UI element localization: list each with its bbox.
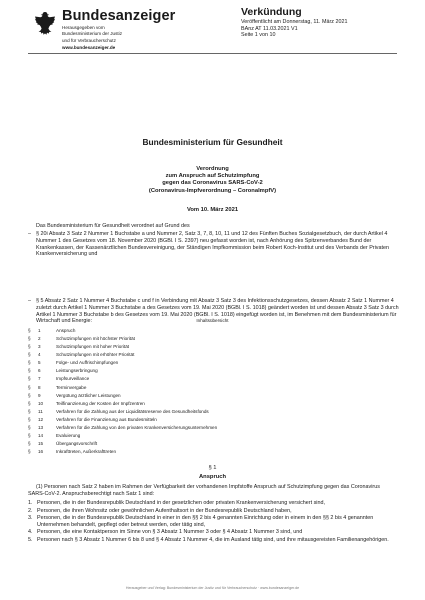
- toc-title: Anspruch: [56, 328, 76, 333]
- table-of-contents: [28, 327, 388, 456]
- toc-title: Folge- und Auffrischimpfungen: [56, 360, 119, 366]
- ministry-heading: Bundesministerium für Gesundheit: [142, 137, 283, 147]
- toc-section-sign: §: [28, 336, 31, 342]
- toc-section-sign: §: [28, 433, 31, 439]
- toc-title: Inkrafttreten, Außerkrafttreten: [56, 449, 117, 455]
- toc-title: Vergütung ärztlicher Leistungen: [56, 392, 121, 398]
- toc-row[interactable]: [28, 359, 388, 367]
- toc-title: Evaluierung: [56, 433, 81, 439]
- toc-title: Verfahren für die Finanzierung aus Bundesmitteln: [56, 416, 157, 422]
- regulation-date: Vom 10. März 2021: [186, 207, 239, 213]
- toc-section-sign: §: [28, 441, 31, 447]
- toc-row[interactable]: [28, 440, 388, 448]
- toc-section-sign: §: [28, 360, 31, 366]
- toc-row[interactable]: [28, 375, 388, 383]
- list-item-number: 3.: [28, 515, 33, 522]
- list-item: [28, 537, 397, 544]
- legal-basis-text: § 5 Absatz 2 Satz 1 Nummer 4 Buchstabe c und f in Verbindung mit Absatz 3 Satz 3 des Infektionsschutzgesetzes, dessen Absatz 2 Satz 1 Nummer 4 zuletzt durch Artikel 1 Nummer 3 Buchstabe a des Gesetzes vom 19. Mai 2020 (BGBl. I S. 1018) geändert worden ist und dessen Absatz 3 Satz 3 durch Artikel 1 Nummer 3 Buchstabe b des Gesetzes vom 19. Mai 2020 (BGBl. I S. 1018) eingefügt worden ist, im Benehmen mit dem Bundesministerium für Wirtschaft und Energie:: [36, 298, 399, 325]
- toc-row[interactable]: [28, 400, 388, 408]
- toc-number: 5: [38, 360, 41, 366]
- publisher-line: und für Verbraucherschutz: [62, 37, 116, 43]
- toc-number: 12: [38, 416, 44, 422]
- page-indicator: Seite 1 von 10: [241, 32, 276, 39]
- toc-number: 3: [38, 344, 41, 350]
- list-item: [28, 508, 397, 515]
- page-footer: Herausgeber und Verlag: Bundesministerium der Justiz und für Verbraucherschutz · www.bundesanzeiger.de: [125, 586, 300, 590]
- toc-number: 10: [38, 400, 44, 406]
- toc-title: Schutzimpfungen mit höchster Priorität: [56, 336, 135, 342]
- list-item-text: Personen, die eine Kontaktperson im Sinne von § 3 Absatz 1 Nummer 3 oder § 4 Absatz 1 Nummer 3 sind, und: [37, 529, 303, 536]
- toc-title: Terminvergabe: [56, 384, 87, 390]
- intro-paragraph: Das Bundesministerium für Gesundheit verordnet auf Grund des: [36, 223, 190, 229]
- title-line: gegen das Coronavirus SARS-CoV-2: [162, 180, 263, 187]
- publisher-line: Herausgegeben vom: [62, 25, 105, 30]
- toc-row[interactable]: [28, 335, 388, 343]
- toc-title: Schutzimpfungen mit hoher Priorität: [56, 344, 130, 350]
- toc-section-sign: §: [28, 352, 31, 358]
- toc-number: 2: [38, 336, 41, 342]
- toc-title: Verfahren für die Zahlung von den privaten Krankenversicherungsunternehmen: [56, 424, 218, 430]
- toc-row[interactable]: [28, 367, 388, 375]
- toc-section-sign: §: [28, 368, 31, 374]
- toc-number: 8: [38, 384, 41, 390]
- toc-section-sign: §: [28, 392, 31, 398]
- toc-title: Leistungserbringung: [56, 368, 98, 374]
- header-divider: [28, 53, 397, 54]
- title-line: (Coronavirus-Impfverordnung – CoronaImpfV): [148, 187, 277, 194]
- toc-number: 7: [38, 376, 41, 382]
- section-heading: Anspruch: [198, 474, 227, 480]
- reference-number: BAnz AT 11.03.2021 V1: [241, 25, 298, 32]
- regulation-title: [0, 166, 425, 195]
- toc-number: 14: [38, 433, 44, 439]
- entitled-persons-list: [28, 500, 397, 544]
- title-line: Verordnung: [196, 166, 229, 172]
- section-paragraph: (1) Personen nach Satz 2 haben im Rahmen der Verfügbarkeit der vorhandenen Impfstoffe Anspruch auf Schutzimpfung gegen das Coronavirus SARS-CoV-2. Anspruchsberechtigt nach Satz 1 sind:: [28, 484, 380, 497]
- toc-row[interactable]: [28, 448, 388, 456]
- toc-row[interactable]: [28, 408, 388, 416]
- list-item-text: Personen, die in der Bundesrepublik Deutschland in der gesetzlichen oder privaten Krankenversicherung versichert sind,: [37, 500, 325, 506]
- toc-section-sign: §: [28, 344, 31, 350]
- toc-section-sign: §: [28, 449, 31, 455]
- title-line: zum Anspruch auf Schutzimpfung: [165, 173, 260, 180]
- toc-section-sign: §: [28, 384, 31, 390]
- toc-title: Übergangsvorschrift: [56, 441, 98, 447]
- toc-title: Verfahren für die Zahlung aus der Liquiditätsreserve des Gesundheitsfonds: [56, 408, 209, 414]
- toc-section-sign: §: [28, 400, 31, 406]
- list-item-text: Personen, die ihren Wohnsitz oder gewöhnlichen Aufenthaltsort in der Bundesrepublik Deutschland haben,: [37, 507, 292, 514]
- toc-row[interactable]: [28, 432, 388, 440]
- toc-title: Schutzimpfungen mit erhöhter Priorität: [56, 352, 135, 358]
- published-date: Veröffentlicht am Donnerstag, 11. März 2021: [241, 19, 348, 25]
- list-item-number: 5.: [28, 536, 33, 543]
- toc-number: 6: [38, 368, 41, 374]
- list-item-text: Personen, die in der Bundesrepublik Deutschland in einer in den §§ 2 bis 4 genannten Einrichtung oder in einem in den §§ 2 bis 4 genannten Unternehmen behandelt, gepflegt oder betreut werden, oder tätig sind,: [37, 515, 374, 528]
- toc-section-sign: §: [28, 376, 31, 382]
- toc-section-sign: §: [28, 416, 31, 422]
- publisher-line: Bundesministerium der Justiz: [62, 31, 122, 37]
- list-item-text: Personen nach § 3 Absatz 1 Nummer 6 bis 8 und § 4 Absatz 1 Nummer 4, die im Ausland tätig sind, und ihre mitausgereisten Familienangehörigen.: [37, 536, 389, 543]
- toc-row[interactable]: [28, 343, 388, 351]
- toc-number: 9: [38, 392, 41, 398]
- brand-block: [62, 8, 175, 51]
- list-item-number: 1.: [28, 500, 33, 506]
- toc-title: Teilfinanzierung der Kosten der Impfzentren: [56, 400, 145, 406]
- list-item-number: 4.: [28, 529, 33, 536]
- toc-section-sign: §: [28, 424, 31, 430]
- toc-row[interactable]: [28, 392, 388, 400]
- toc-number: 4: [38, 352, 41, 358]
- toc-row[interactable]: [28, 384, 388, 392]
- toc-heading: Inhaltsübersicht: [196, 318, 229, 323]
- toc-section-sign: §: [28, 328, 31, 333]
- legal-basis-text: § 20i Absatz 3 Satz 2 Nummer 1 Buchstabe a und Nummer 2, Satz 3, 7, 8, 10, 11 und 12 des Fünften Buches Sozialgesetzbuch, der durch Artikel 4 Nummer 1 des Gesetzes vom 18. November 2020 (BGBl. I S. 2397) neu gefasst worden ist, nach Anhörung des Spitzenverbandes Bund der Krankenkassen, der Kassenärztlichen Bundesvereinigung, der Ständigen Impfkommission beim Robert Koch-Institut und des Verbands der Privaten Krankenversicherung und: [36, 231, 389, 258]
- legal-basis-item: [28, 231, 405, 258]
- dash-bullet: –: [28, 231, 31, 237]
- toc-number: 1: [38, 328, 41, 333]
- toc-number: 13: [38, 424, 44, 430]
- toc-row[interactable]: [28, 351, 388, 359]
- list-item-number: 2.: [28, 507, 33, 514]
- brand-url-link[interactable]: www.bundesanzeiger.de: [62, 45, 116, 51]
- federal-eagle-icon: [34, 10, 56, 37]
- toc-number: 15: [38, 441, 44, 447]
- toc-title: Impfsurveillance: [56, 376, 90, 382]
- toc-number: 11: [38, 408, 43, 414]
- list-item: [28, 500, 397, 507]
- toc-row[interactable]: [28, 424, 388, 432]
- toc-row[interactable]: [28, 327, 388, 335]
- announcement-meta: [241, 6, 411, 39]
- dash-bullet: –: [28, 298, 31, 304]
- brand-name: Bundesanzeiger: [62, 8, 176, 24]
- toc-number: 16: [38, 449, 44, 455]
- toc-section-sign: §: [28, 408, 31, 414]
- list-item: [28, 529, 397, 536]
- toc-row[interactable]: [28, 416, 388, 424]
- announcement-title: Verkündung: [241, 6, 302, 18]
- list-item: [28, 515, 397, 529]
- section-label: § 1: [208, 465, 217, 471]
